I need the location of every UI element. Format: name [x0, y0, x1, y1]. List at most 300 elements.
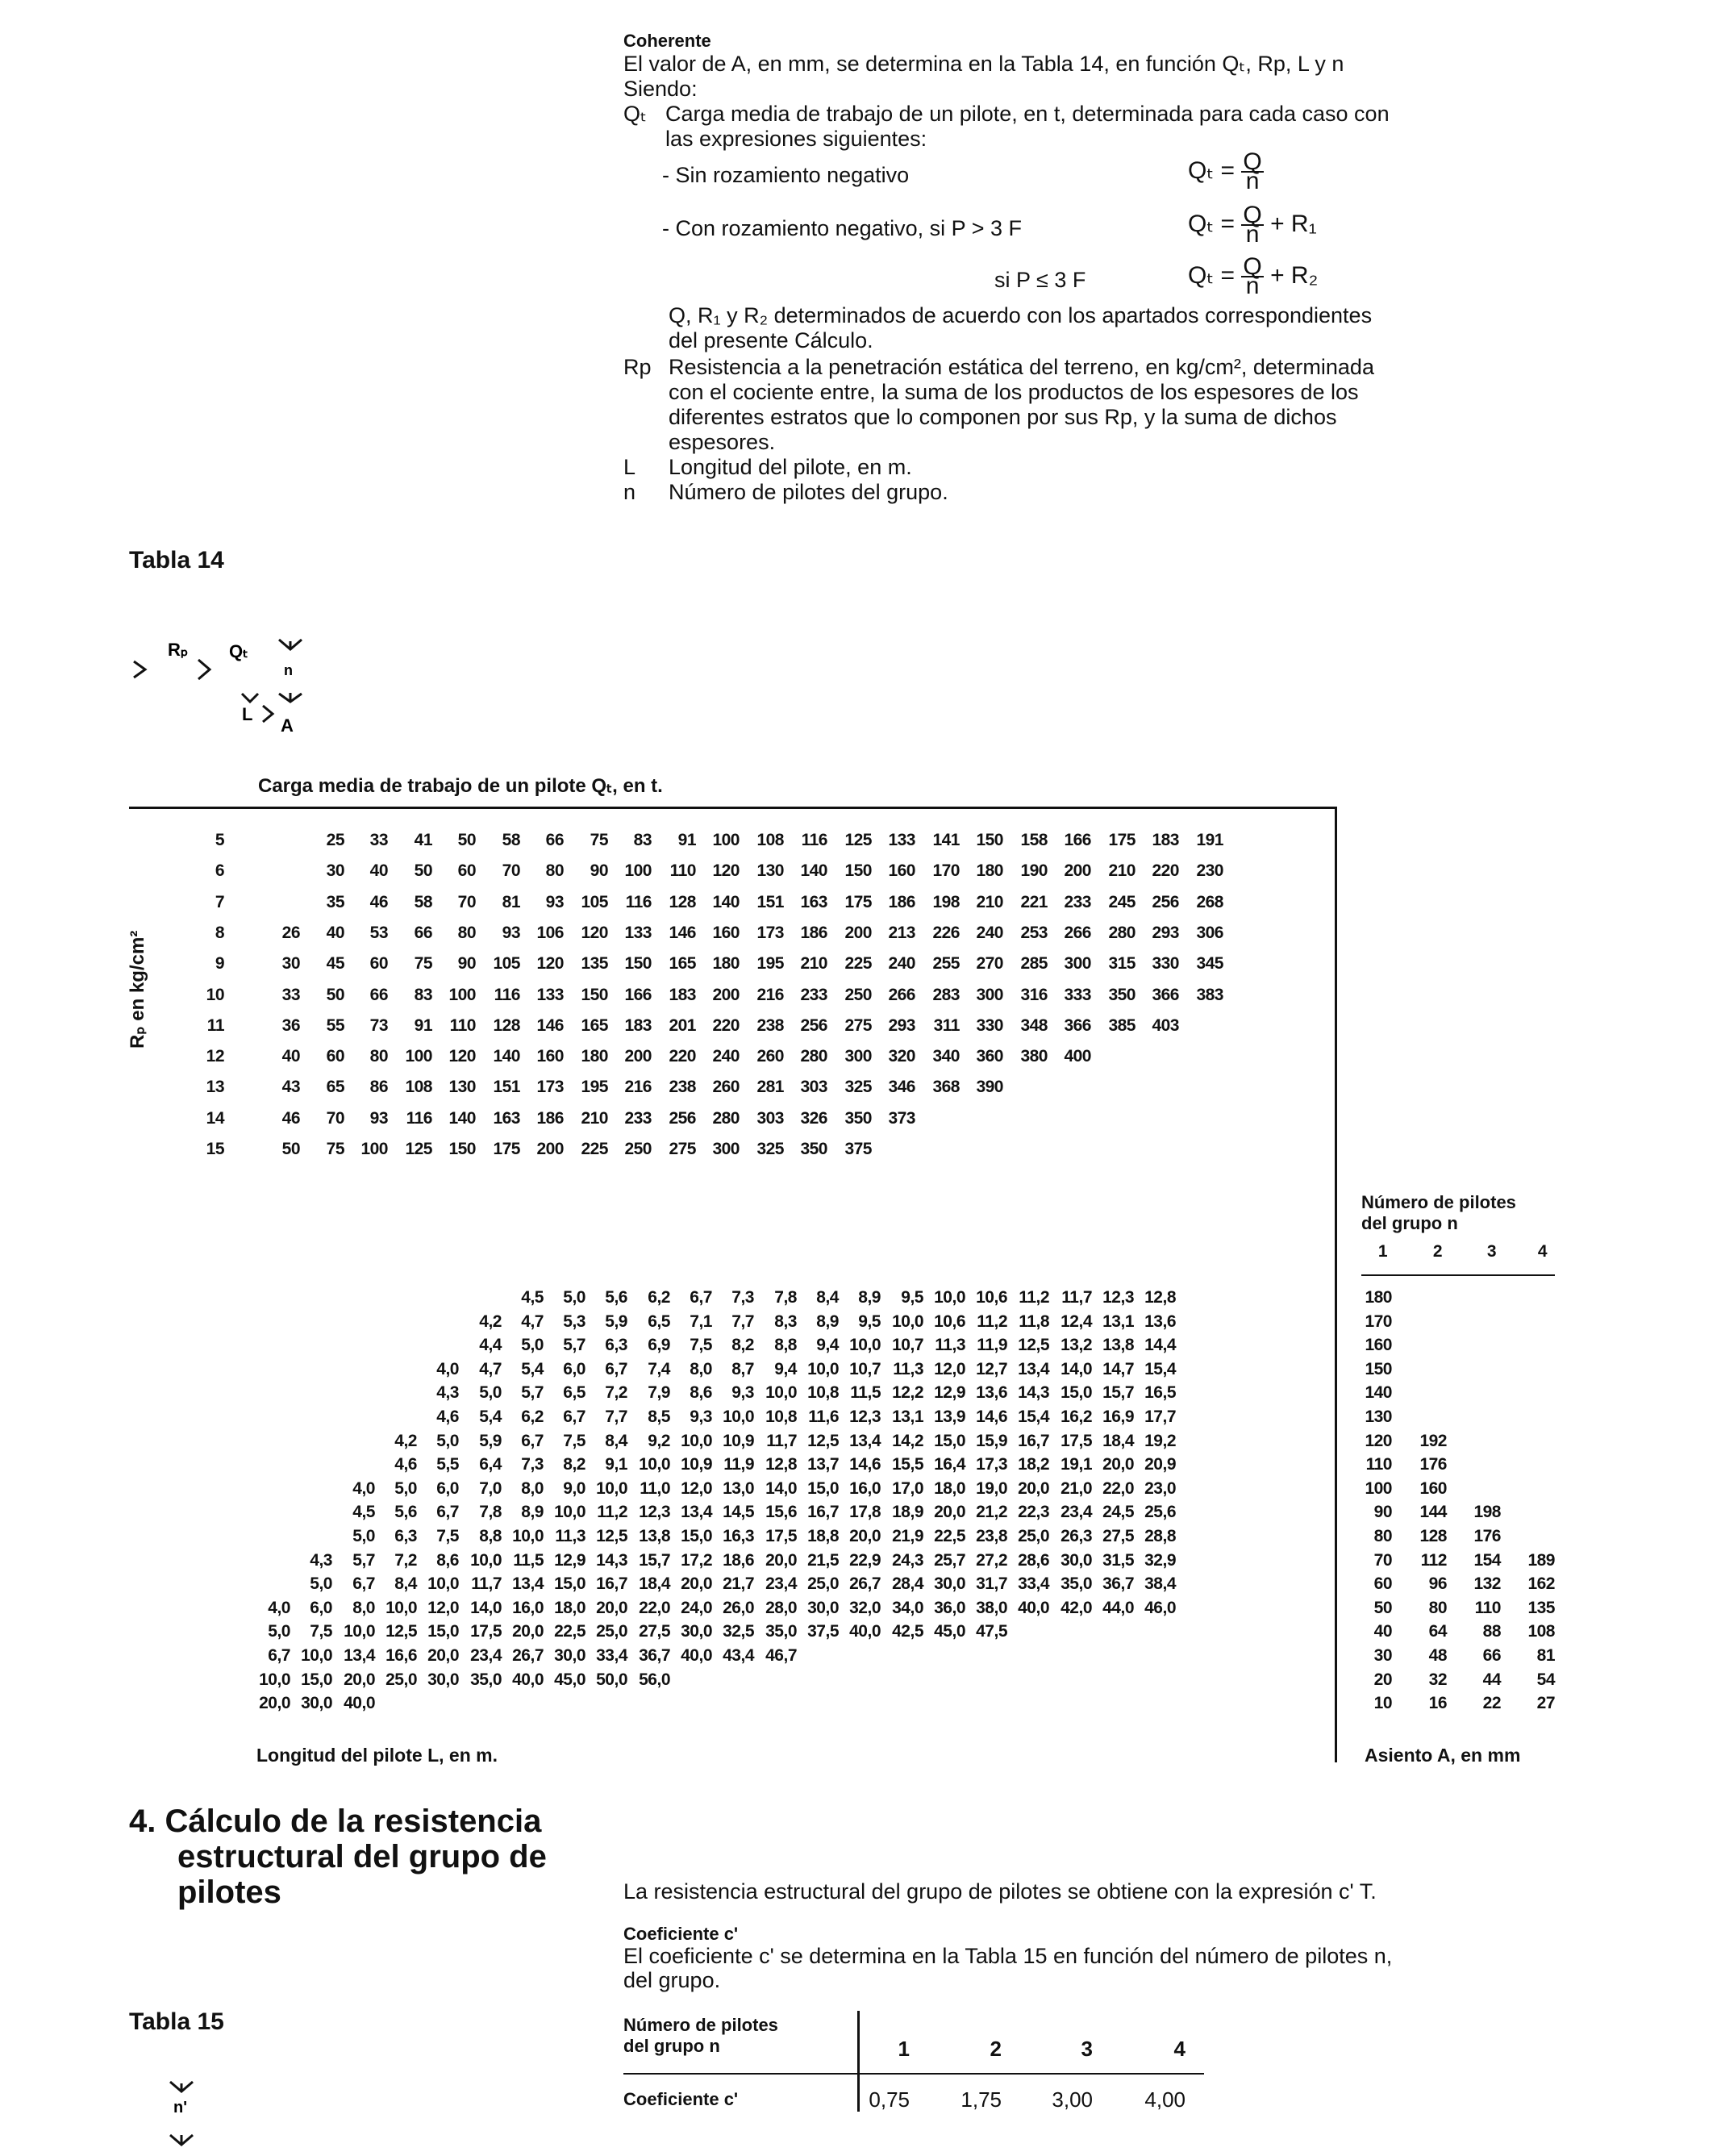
- l-cell: 14,0: [765, 1479, 797, 1498]
- l-cell: 7,5: [563, 1432, 585, 1450]
- l-cell: 10,0: [807, 1360, 839, 1378]
- l-cell: 6,7: [268, 1646, 290, 1665]
- l-cell: 6,7: [521, 1432, 544, 1450]
- a-value: 27: [1536, 1694, 1555, 1712]
- qt-cell: 333: [1064, 986, 1091, 1004]
- qt-cell: 220: [712, 1016, 740, 1035]
- l-cell: 13,1: [1102, 1312, 1134, 1331]
- qt-cell: 200: [536, 1140, 564, 1158]
- l-cell: 11,2: [1019, 1288, 1049, 1307]
- a-value: 135: [1527, 1599, 1555, 1617]
- l-cell: 10,0: [554, 1503, 585, 1521]
- qt-cell: 280: [1108, 924, 1136, 942]
- rp-symbol: Rp: [623, 355, 652, 379]
- l-cell: 18,9: [892, 1503, 923, 1521]
- tabla15-value: 1,75: [961, 2087, 1002, 2112]
- l-cell: 6,2: [648, 1288, 670, 1307]
- qt-cell: 300: [712, 1140, 740, 1158]
- l-cell: 6,5: [648, 1312, 670, 1331]
- l-cell: 14,6: [849, 1455, 881, 1474]
- a-value: 112: [1420, 1551, 1447, 1570]
- l-cell: 30,0: [807, 1599, 839, 1617]
- rp-axis-label: Rₚ en kg/cm²: [127, 930, 148, 1049]
- l-cell: 12,0: [934, 1360, 965, 1378]
- section4-title-2: estructural del grupo de: [177, 1839, 547, 1875]
- qt-cell: 150: [624, 954, 652, 973]
- l-cell: 15,6: [765, 1503, 797, 1521]
- rp-value: 9: [215, 954, 224, 973]
- qt-cell: 340: [932, 1047, 960, 1065]
- qt-cell: 256: [1152, 893, 1179, 911]
- l-cell: 8,3: [774, 1312, 797, 1331]
- l-cell: 18,0: [934, 1479, 965, 1498]
- l-cell: 20,0: [681, 1574, 712, 1593]
- l-cell: 44,0: [1102, 1599, 1134, 1617]
- l-cell: 10,7: [849, 1360, 881, 1378]
- l-cell: 15,0: [934, 1432, 965, 1450]
- qt-cell: 53: [369, 924, 388, 942]
- qt-cell: 50: [414, 861, 432, 880]
- l-cell: 8,9: [816, 1312, 839, 1331]
- qt-cell: 226: [932, 924, 960, 942]
- l-cell: 23,8: [976, 1527, 1007, 1545]
- qt-cell: 191: [1196, 831, 1223, 849]
- l-cell: 13,6: [1144, 1312, 1176, 1331]
- qt-cell: 281: [756, 1078, 784, 1096]
- qt-cell: 45: [326, 954, 344, 973]
- l-cell: 16,0: [512, 1599, 544, 1617]
- qt-cell: 133: [888, 831, 915, 849]
- qt-cell: 348: [1020, 1016, 1048, 1035]
- l-cell: 13,0: [723, 1479, 754, 1498]
- qt-cell: 50: [326, 986, 344, 1004]
- tabla15-flow-arrow-top: [170, 2082, 193, 2091]
- l-cell: 33,4: [596, 1646, 627, 1665]
- l-cell: 8,4: [394, 1574, 417, 1593]
- a-value: 30: [1373, 1646, 1392, 1665]
- l-cell: 14,4: [1144, 1336, 1176, 1354]
- a-value: 20: [1373, 1670, 1392, 1689]
- qt-cell: 83: [633, 831, 652, 849]
- l-cell: 9,1: [605, 1455, 627, 1474]
- a-value: 48: [1428, 1646, 1447, 1665]
- qt-cell: 80: [457, 924, 476, 942]
- l-cell: 26,7: [512, 1646, 544, 1665]
- qt-cell: 41: [414, 831, 432, 849]
- qt-cell: 238: [669, 1078, 696, 1096]
- qt-cell: 100: [360, 1140, 388, 1158]
- l-cell: 26,0: [723, 1599, 754, 1617]
- l-cell: 20,9: [1144, 1455, 1176, 1474]
- formula-2-lhs: Qₜ =: [1188, 210, 1236, 237]
- l-cell: 16,3: [723, 1527, 754, 1545]
- qt-cell: 150: [448, 1140, 476, 1158]
- qt-cell: 316: [1020, 986, 1048, 1004]
- l-cell: 6,3: [394, 1527, 417, 1545]
- l-cell: 6,0: [436, 1479, 459, 1498]
- l-cell: 26,3: [1061, 1527, 1092, 1545]
- qt-cell: 110: [449, 1016, 476, 1035]
- l-cell: 21,2: [976, 1503, 1007, 1521]
- coef-line-2: del grupo.: [623, 1968, 721, 1992]
- qt-cell: 315: [1108, 954, 1136, 973]
- qt-cell: 403: [1152, 1016, 1179, 1035]
- a-value: 96: [1428, 1574, 1447, 1593]
- qt-cell: 238: [756, 1016, 784, 1035]
- tabla15-col-header: 3: [1081, 2037, 1093, 2061]
- qt-cell: 326: [800, 1109, 827, 1128]
- rp-definition: [623, 355, 1591, 380]
- l-cell: 8,8: [479, 1527, 502, 1545]
- l-cell: 50,0: [596, 1670, 627, 1689]
- qt-cell: 60: [369, 954, 388, 973]
- a-value: 110: [1474, 1599, 1501, 1617]
- tabla14-top-rule: [129, 807, 1337, 809]
- l-cell: 32,5: [723, 1622, 754, 1641]
- qt-cell: 46: [281, 1109, 300, 1128]
- qt-cell: 93: [545, 893, 564, 911]
- a-value: 144: [1419, 1503, 1447, 1521]
- l-cell: 9,5: [901, 1288, 923, 1307]
- tabla15-value: 4,00: [1144, 2087, 1186, 2112]
- qt-cell: 105: [493, 954, 520, 973]
- a-value: 40: [1373, 1622, 1392, 1641]
- tabla15-value: 0,75: [869, 2087, 910, 2112]
- l-cell: 14,3: [1018, 1383, 1049, 1402]
- rp-def-2: con el cociente entre, la suma de los productos de los espesores de los: [669, 380, 1359, 404]
- l-cell: 10,0: [259, 1670, 290, 1689]
- l-cell: 5,0: [352, 1527, 375, 1545]
- l-cell: 19,1: [1061, 1455, 1092, 1474]
- l-cell: 27,5: [1102, 1527, 1134, 1545]
- qt-cell: 186: [800, 924, 827, 942]
- l-cell: 4,7: [479, 1360, 502, 1378]
- formula-3-frac: $\frac{Q}{n}$: [1243, 253, 1262, 299]
- flow-arrow-rp-qt: [198, 660, 210, 679]
- qt-cell: 275: [669, 1140, 696, 1158]
- l-cell: 22,0: [639, 1599, 670, 1617]
- l-cell: 4,2: [479, 1312, 502, 1331]
- l-cell: 28,4: [892, 1574, 923, 1593]
- l-cell: 10,0: [385, 1599, 417, 1617]
- qt-cell: 80: [369, 1047, 388, 1065]
- l-cell: 13,4: [681, 1503, 712, 1521]
- qt-cell: 120: [581, 924, 608, 942]
- l-cell: 13,8: [639, 1527, 670, 1545]
- l-cell: 34,0: [892, 1599, 923, 1617]
- qt-cell: 210: [800, 954, 827, 973]
- l-cell: 15,0: [554, 1574, 585, 1593]
- qt-cell: 90: [457, 954, 476, 973]
- formula-3-lhs: Qₜ =: [1188, 261, 1236, 289]
- qt-cell: 260: [712, 1078, 740, 1096]
- l-cell: 10,9: [723, 1432, 754, 1450]
- qt-cell: 66: [414, 924, 432, 942]
- l-cell: 14,5: [723, 1503, 754, 1521]
- a-value: 160: [1365, 1336, 1392, 1354]
- qt-def-2: las expresiones siguientes:: [665, 127, 927, 151]
- qt-cell: 180: [976, 861, 1003, 880]
- l-cell: 17,8: [849, 1503, 881, 1521]
- l-cell: 19,0: [976, 1479, 1007, 1498]
- l-cell: 30,0: [934, 1574, 965, 1593]
- l-cell: 13,4: [344, 1646, 375, 1665]
- qt-cell: 65: [326, 1078, 344, 1096]
- qt-cell: 100: [448, 986, 476, 1004]
- l-cell: 16,6: [385, 1646, 417, 1665]
- l-cell: 27,5: [639, 1622, 670, 1641]
- l-cell: 26,7: [849, 1574, 881, 1593]
- l-cell: 47,5: [976, 1622, 1007, 1641]
- rp-value: 5: [215, 831, 224, 849]
- l-cell: 10,0: [849, 1336, 881, 1354]
- l-cell: 4,3: [310, 1551, 332, 1570]
- section4-title-1: 4. Cálculo de la resistencia: [129, 1804, 542, 1839]
- l-cell: 32,0: [849, 1599, 881, 1617]
- rp-value: 6: [215, 861, 224, 880]
- l-cell: 13,6: [976, 1383, 1007, 1402]
- qt-cell: 125: [405, 1140, 432, 1158]
- a-value: 50: [1373, 1599, 1392, 1617]
- n-column-header: 3: [1486, 1242, 1496, 1261]
- l-cell: 15,4: [1018, 1407, 1049, 1426]
- qt-cell: 233: [1064, 893, 1091, 911]
- l-cell: 4,5: [352, 1503, 375, 1521]
- qt-cell: 280: [712, 1109, 740, 1128]
- tabla14-title: Tabla 14: [129, 547, 224, 573]
- qt-cell: 141: [932, 831, 960, 849]
- qt-cell: 311: [933, 1016, 960, 1035]
- qt-cell: 70: [457, 893, 476, 911]
- l-cell: 31,7: [976, 1574, 1007, 1593]
- qt-cell: 91: [677, 831, 696, 849]
- a-value: 108: [1527, 1622, 1555, 1641]
- formula-3: [1188, 253, 1319, 299]
- n-symbol: n: [623, 480, 636, 504]
- formula-row-2: [623, 202, 1591, 258]
- qt-cell: 220: [669, 1047, 696, 1065]
- rp-value: 13: [206, 1078, 224, 1096]
- l-cell: 10,0: [301, 1646, 332, 1665]
- qt-cell: 230: [1196, 861, 1223, 880]
- flow-n: n: [284, 662, 293, 678]
- a-value: 150: [1365, 1360, 1392, 1378]
- l-cell: 5,0: [268, 1622, 290, 1641]
- l-cell: 5,5: [436, 1455, 459, 1474]
- l-cell: 31,5: [1102, 1551, 1134, 1570]
- l-cell: 16,0: [849, 1479, 881, 1498]
- qt-cell: 140: [712, 893, 740, 911]
- qt-cell: 366: [1064, 1016, 1091, 1035]
- qt-cell: 198: [932, 893, 960, 911]
- qt-cell: 108: [405, 1078, 432, 1096]
- flow-arrow-l-a: [263, 706, 273, 722]
- l-cell: 35,0: [765, 1622, 797, 1641]
- qt-cell: 266: [888, 986, 915, 1004]
- l-cell: 40,0: [344, 1694, 375, 1712]
- qt-cell: 303: [756, 1109, 784, 1128]
- a-value: 132: [1473, 1574, 1501, 1593]
- qt-cell: 210: [581, 1109, 608, 1128]
- a-value: 192: [1419, 1432, 1447, 1450]
- l-cell: 10,8: [807, 1383, 839, 1402]
- qt-cell: 133: [536, 986, 564, 1004]
- l-cell: 12,5: [596, 1527, 627, 1545]
- qt-cell: 240: [976, 924, 1003, 942]
- qt-cell: 260: [756, 1047, 784, 1065]
- qt-cell: 216: [756, 986, 784, 1004]
- formula-2-frac: $\frac{Q}{n}$: [1243, 202, 1262, 248]
- qt-cell: 165: [581, 1016, 608, 1035]
- qt-cell: 200: [844, 924, 872, 942]
- qt-symbol: Qₜ: [623, 102, 647, 126]
- qt-cell: 250: [844, 986, 872, 1004]
- qt-cell: 173: [756, 924, 784, 942]
- a-value: 80: [1428, 1599, 1447, 1617]
- flow-arrow-qt-down: [242, 694, 258, 702]
- flow-arrow-in: [134, 661, 145, 678]
- l-cell: 15,0: [427, 1622, 459, 1641]
- l-cell: 12,0: [681, 1479, 712, 1498]
- l-cell: 15,4: [1144, 1360, 1176, 1378]
- l-cell: 5,0: [436, 1432, 459, 1450]
- l-cell: 7,4: [648, 1360, 670, 1378]
- l-cell: 7,0: [479, 1479, 502, 1498]
- qt-header: Carga media de trabajo de un pilote Qₜ, en t.: [258, 775, 663, 797]
- l-cell: 28,6: [1018, 1551, 1049, 1570]
- q-note-2: del presente Cálculo.: [669, 328, 873, 352]
- l-cell: 35,0: [470, 1670, 502, 1689]
- flow-arrow-n-top: [279, 640, 302, 649]
- qt-cell: 160: [712, 924, 740, 942]
- l-cell: 38,0: [976, 1599, 1007, 1617]
- qt-cell: 90: [590, 861, 608, 880]
- l-cell: 27,2: [976, 1551, 1007, 1570]
- l-cell: 15,0: [681, 1527, 712, 1545]
- qt-cell: 150: [976, 831, 1003, 849]
- l-cell: 17,5: [470, 1622, 502, 1641]
- l-cell: 7,9: [648, 1383, 670, 1402]
- qt-cell: 368: [932, 1078, 960, 1096]
- qt-cell: 163: [800, 893, 827, 911]
- l-def: Longitud del pilote, en m.: [669, 455, 912, 479]
- qt-cell: 83: [414, 986, 432, 1004]
- qt-cell: 100: [405, 1047, 432, 1065]
- qt-cell: 360: [976, 1047, 1003, 1065]
- l-cell: 15,7: [639, 1551, 670, 1570]
- n-def: Número de pilotes del grupo.: [669, 480, 948, 504]
- l-cell: 25,7: [934, 1551, 965, 1570]
- qt-cell: 46: [369, 893, 388, 911]
- l-cell: 17,3: [976, 1455, 1007, 1474]
- qt-cell: 150: [844, 861, 872, 880]
- a-value: 198: [1473, 1503, 1501, 1521]
- l-cell: 30,0: [301, 1694, 332, 1712]
- flow-a: A: [281, 715, 294, 736]
- qt-cell: 180: [712, 954, 740, 973]
- a-value: 140: [1365, 1383, 1392, 1402]
- l-cell: 6,9: [648, 1336, 670, 1354]
- l-cell: 20,0: [344, 1670, 375, 1689]
- a-value: 88: [1482, 1622, 1501, 1641]
- l-cell: 30,0: [1061, 1551, 1092, 1570]
- rp-value: 12: [206, 1047, 224, 1065]
- l-cell: 12,5: [1018, 1336, 1049, 1354]
- coef-line-1: El coeficiente c' se determina en la Tabla 15 en función del número de pilotes n,: [623, 1944, 1393, 1968]
- l-cell: 40,0: [849, 1622, 881, 1641]
- l-cell: 21,7: [723, 1574, 754, 1593]
- l-cell: 18,8: [807, 1527, 839, 1545]
- l-cell: 6,4: [479, 1455, 502, 1474]
- l-cell: 14,0: [1061, 1360, 1092, 1378]
- l-cell: 13,4: [849, 1432, 881, 1450]
- a-value: 130: [1365, 1407, 1392, 1426]
- qt-cell: 40: [326, 924, 344, 942]
- formula-2-r1: + R₁: [1270, 210, 1317, 237]
- l-cell: 8,4: [605, 1432, 627, 1450]
- rp-value: 14: [206, 1109, 224, 1128]
- qt-cell: 373: [888, 1109, 915, 1128]
- n-header-line-2: del grupo n: [1361, 1213, 1458, 1233]
- l-cell: 6,0: [310, 1599, 332, 1617]
- l-cell: 20,0: [765, 1551, 797, 1570]
- l-cell: 8,0: [352, 1599, 375, 1617]
- l-cell: 37,5: [807, 1622, 839, 1641]
- flow-qt: Qₜ: [229, 641, 248, 661]
- l-cell: 12,2: [892, 1383, 923, 1402]
- qt-cell: 390: [976, 1078, 1003, 1096]
- qt-cell: 300: [976, 986, 1003, 1004]
- l-cell: 8,6: [436, 1551, 459, 1570]
- l-cell: 7,5: [310, 1622, 332, 1641]
- l-cell: 9,3: [731, 1383, 754, 1402]
- n-header-rule: [1361, 1274, 1555, 1276]
- l-cell: 7,5: [690, 1336, 712, 1354]
- l-cell: 22,3: [1018, 1503, 1049, 1521]
- rp-value: 15: [206, 1140, 224, 1158]
- qt-cell: 210: [976, 893, 1003, 911]
- qt-cell: 160: [536, 1047, 564, 1065]
- case1-label: - Sin rozamiento negativo: [662, 163, 910, 187]
- l-cell: 5,4: [479, 1407, 502, 1426]
- l-cell: 42,0: [1061, 1599, 1092, 1617]
- a-value: 80: [1373, 1527, 1392, 1545]
- a-value: 176: [1473, 1527, 1501, 1545]
- l-cell: 7,7: [731, 1312, 754, 1331]
- l-cell: 33,4: [1018, 1574, 1049, 1593]
- l-cell: 21,5: [807, 1551, 839, 1570]
- l-cell: 11,7: [1061, 1288, 1092, 1307]
- qt-cell: 36: [281, 1016, 300, 1035]
- a-value: 162: [1527, 1574, 1555, 1593]
- qt-cell: 270: [976, 954, 1003, 973]
- qt-cell: 26: [281, 924, 300, 942]
- qt-cell: 283: [932, 986, 960, 1004]
- qt-cell: 60: [326, 1047, 344, 1065]
- l-cell: 38,4: [1144, 1574, 1176, 1593]
- qt-cell: 166: [1064, 831, 1091, 849]
- tabla15-row-label: Coeficiente c': [623, 2089, 739, 2109]
- qt-cell: 346: [888, 1078, 915, 1096]
- l-cell: 12,0: [427, 1599, 459, 1617]
- qt-cell: 320: [888, 1047, 915, 1065]
- l-cell: 10,8: [765, 1407, 797, 1426]
- l-cell: 30,0: [554, 1646, 585, 1665]
- qt-cell: 100: [712, 831, 740, 849]
- l-cell: 5,0: [310, 1574, 332, 1593]
- l-cell: 5,9: [479, 1432, 502, 1450]
- qt-cell: 25: [326, 831, 344, 849]
